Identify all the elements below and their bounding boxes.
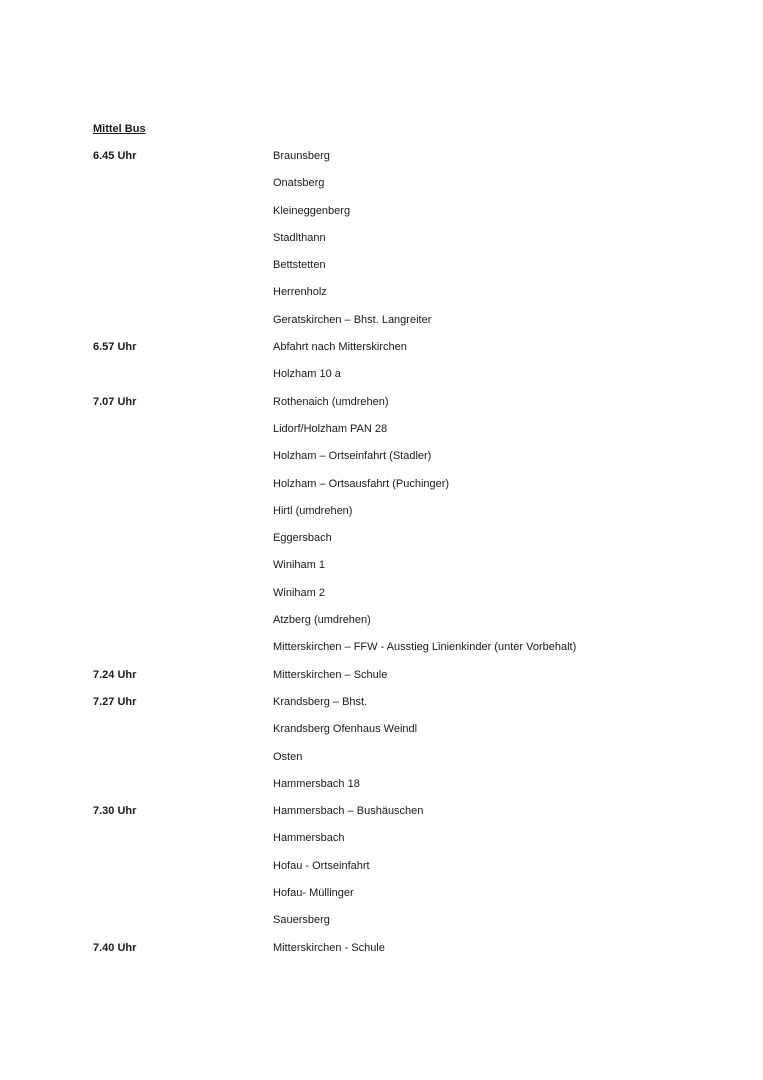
departure-time: 7.07 Uhr [93, 395, 137, 408]
stop-name: Herrenholz [273, 286, 327, 299]
schedule-row [93, 751, 713, 778]
stop-name: Krandsberg Ofenhaus Weindl [273, 723, 418, 736]
schedule-row [93, 232, 713, 259]
schedule-row [93, 396, 713, 423]
schedule-row [93, 559, 713, 586]
stop-name: Krandsberg – Bhst. [273, 695, 368, 708]
schedule-row [93, 805, 713, 832]
schedule-row [93, 669, 713, 696]
schedule-row [93, 205, 713, 232]
schedule-row [93, 723, 713, 750]
schedule-row [93, 860, 713, 887]
schedule-row [93, 641, 713, 668]
stop-name: Holzham 10 a [273, 368, 341, 381]
schedule-row [93, 532, 713, 559]
stop-name: Sauersberg [273, 914, 330, 927]
schedule-row [93, 832, 713, 859]
schedule-row [93, 341, 713, 368]
schedule-row [93, 505, 713, 532]
schedule-row [93, 696, 713, 723]
schedule-row [93, 450, 713, 477]
schedule-row [93, 887, 713, 914]
stop-name: Mitterskirchen – Schule [273, 668, 388, 681]
departure-time: 7.40 Uhr [93, 941, 137, 954]
stop-name: Hirtl (umdrehen) [273, 504, 353, 517]
stop-name: Hofau- Müllinger [273, 887, 354, 900]
stop-name: Hammersbach [273, 832, 345, 845]
stop-name: Bettstetten [273, 259, 326, 272]
schedule-row [93, 478, 713, 505]
departure-time: 6.45 Uhr [93, 150, 137, 162]
departure-time: 7.27 Uhr [93, 695, 137, 708]
stop-name: Osten [273, 750, 303, 763]
schedule-row [93, 914, 713, 941]
stop-name: Abfahrt nach Mitterskirchen [273, 341, 407, 354]
schedule-row [93, 778, 713, 805]
stop-name: Eggersbach [273, 532, 332, 545]
stop-name: Geratskirchen – Bhst. Langreiter [273, 313, 432, 326]
stop-name: Onatsberg [273, 177, 325, 190]
bus-schedule [93, 150, 713, 969]
schedule-row [93, 259, 713, 286]
schedule-row [93, 614, 713, 641]
stop-name: Kleineggenberg [273, 204, 351, 217]
departure-time: 6.57 Uhr [93, 341, 137, 354]
stop-name: Hammersbach – Bushäuschen [273, 805, 424, 818]
stop-name: Mitterskirchen - Schule [273, 941, 385, 954]
stop-name: Atzberg (umdrehen) [273, 614, 371, 627]
stop-name: Hofau - Ortseinfahrt [273, 859, 370, 872]
schedule-row [93, 177, 713, 204]
departure-time: 7.24 Uhr [93, 668, 137, 681]
schedule-row [93, 587, 713, 614]
stop-name: Hammersbach 18 [273, 777, 360, 790]
departure-time: 7.30 Uhr [93, 805, 137, 818]
schedule-row [93, 368, 713, 395]
stop-name: Winiham 1 [273, 559, 325, 572]
schedule-row [93, 150, 713, 177]
page-title: Mittel Bus [93, 123, 146, 135]
stop-name: Holzham – Ortseinfahrt (Stadler) [273, 450, 432, 463]
stop-name: Stadlthann [273, 231, 326, 244]
stop-name: Holzham – Ortsausfahrt (Puchinger) [273, 477, 450, 490]
stop-name: Winiham 2 [273, 586, 325, 599]
schedule-row [93, 423, 713, 450]
schedule-row [93, 314, 713, 341]
stop-name: Braunsberg [273, 150, 330, 162]
stop-name: Mitterskirchen – FFW - Ausstieg Linienkinder (unter Vorbehalt) [273, 641, 577, 654]
schedule-row [93, 942, 713, 969]
stop-name: Lidorf/Holzham PAN 28 [273, 422, 388, 435]
stop-name: Rothenaich (umdrehen) [273, 395, 389, 408]
schedule-row [93, 286, 713, 313]
